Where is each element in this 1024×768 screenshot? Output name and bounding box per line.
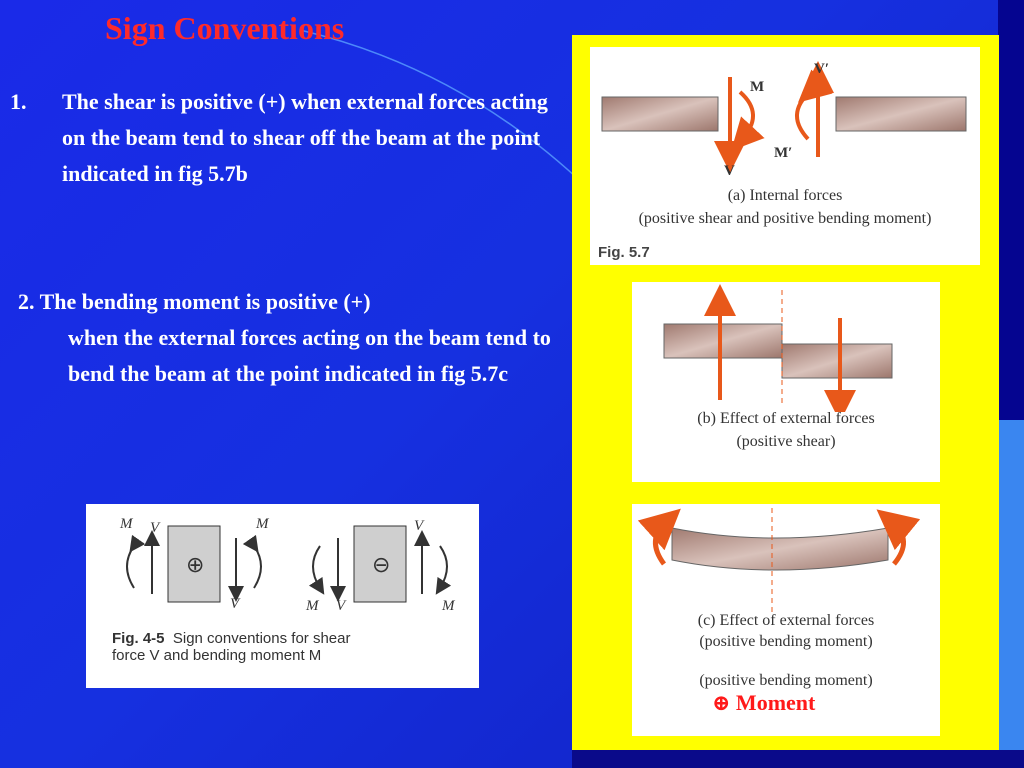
label-m: M bbox=[750, 79, 765, 95]
fig45-caption bbox=[112, 630, 350, 664]
fig57a-caption-1: (a) Internal forces bbox=[727, 187, 843, 204]
point-2 bbox=[18, 284, 558, 392]
fig57c-caption-2: (positive bending moment) bbox=[699, 633, 873, 650]
positive-moment-diagram bbox=[632, 504, 940, 614]
fig57c-caption-1: (c) Effect of external forces bbox=[697, 612, 875, 629]
label-v-1: V bbox=[150, 520, 160, 536]
slide-title: Sign Conventions bbox=[105, 10, 345, 46]
label-v-4: V bbox=[414, 518, 424, 534]
label-m-3: M bbox=[306, 598, 319, 614]
point-2-first-line: 2. The bending moment is positive (+) bbox=[18, 289, 371, 314]
label-v-2: V bbox=[230, 596, 240, 612]
label-v-3: V bbox=[336, 598, 346, 614]
figure-4-5 bbox=[86, 504, 479, 688]
fig57a-caption-2: (positive shear and positive bending moment) bbox=[638, 210, 932, 227]
point-1-text: The shear is positive (+) when external forces acting on the beam tend to shear off the beam at the point indicated in fig 5.7b bbox=[62, 89, 548, 186]
sign-convention-diagram bbox=[86, 504, 479, 624]
fig45-caption-2: force V and bending moment M bbox=[112, 647, 322, 664]
fig57c-caption-3: (positive bending moment) bbox=[699, 672, 873, 689]
frame-shadow-bottom bbox=[572, 750, 1024, 768]
minus-symbol: ⊖ bbox=[372, 552, 391, 577]
point-1-number: 1. bbox=[10, 89, 27, 114]
point-1 bbox=[10, 84, 560, 192]
label-v-prime: V′ bbox=[814, 61, 830, 77]
label-m-4: M bbox=[442, 598, 455, 614]
point-2-rest: when the external forces acting on the beam tend to bend the beam at the point indicated in fig 5.7c bbox=[68, 325, 551, 386]
moment-label: ⊕ Moment bbox=[712, 690, 816, 715]
fig57b-caption-1: (b) Effect of external forces bbox=[697, 410, 875, 427]
label-m-prime: M′ bbox=[774, 145, 793, 161]
positive-shear-diagram bbox=[632, 282, 940, 412]
plus-symbol: ⊕ bbox=[186, 552, 205, 577]
fig57b-caption-2: (positive shear) bbox=[736, 433, 836, 450]
figure-5-7a bbox=[590, 47, 980, 265]
label-m-1: M bbox=[120, 516, 133, 532]
figure-5-7b bbox=[632, 282, 940, 482]
fig45-caption-label: Fig. 4-5 bbox=[112, 630, 165, 647]
fig45-caption-1: Sign conventions for shear bbox=[172, 630, 351, 647]
internal-forces-diagram bbox=[590, 47, 980, 265]
fig57-label: Fig. 5.7 bbox=[598, 244, 650, 261]
label-v: V bbox=[724, 163, 735, 179]
label-m-2: M bbox=[256, 516, 269, 532]
